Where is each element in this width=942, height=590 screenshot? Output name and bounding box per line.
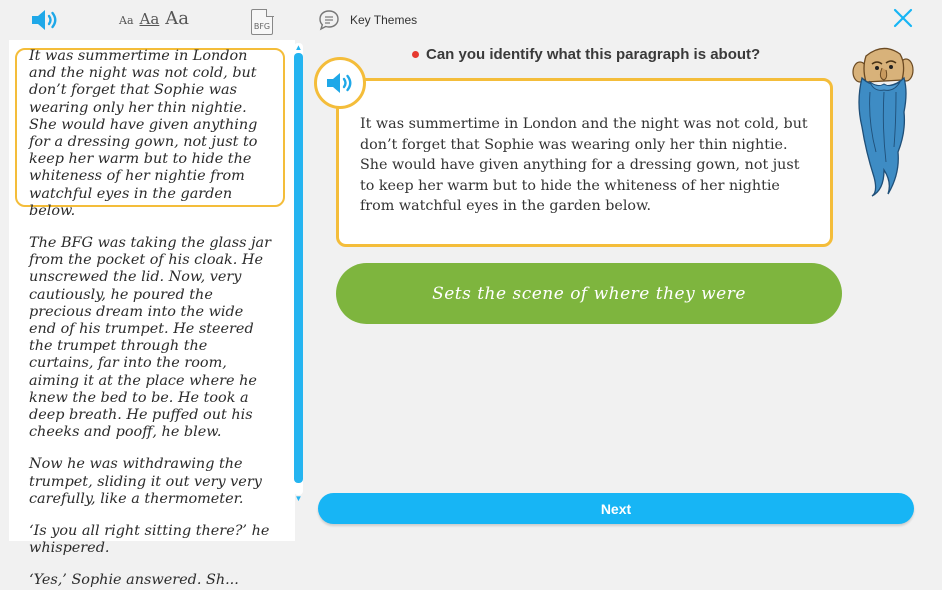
question-status-dot: [412, 51, 419, 58]
passage-audio-button[interactable]: [314, 57, 366, 109]
question-text: Can you identify what this paragraph is about?: [426, 46, 761, 63]
reading-pane: [9, 0, 303, 589]
section-title: Key Themes: [350, 13, 418, 27]
passage-text: It was summertime in London and the night was not cold, but don’t forget that Sophie was wearing only her thin nightie. She would have given anything for a dressing gown, not just to keep her warm but to hide the whiteness of her nightie from watchful eyes in the garden below.: [360, 116, 808, 215]
font-size-small-button[interactable]: Aa: [119, 14, 134, 27]
section-header: [318, 9, 417, 31]
reading-toolbar: [9, 0, 295, 40]
next-button[interactable]: Next: [318, 493, 914, 524]
reading-text: [9, 40, 285, 589]
chat-bubble-icon: [318, 9, 340, 31]
reading-paragraph[interactable]: The BFG was taking the glass jar from the pocket of his cloak. He unscrewed the lid. Now, very cautiously, he poured the precious dream into the wide end of his trumpet. He steered the trumpet through the curtains, far into the room, aiming it at the place where he knew the bed to be. He took a deep breath. He puffed out his cheeks and pooff, he blew.: [29, 235, 271, 441]
answer-option-button[interactable]: Sets the scene of where they were: [336, 263, 842, 324]
scroll-down-arrow-icon[interactable]: ▼: [294, 494, 303, 503]
reading-paragraph[interactable]: ‘Is you all right sitting there?’ he whispered.: [29, 523, 270, 557]
passage-card: [336, 78, 833, 247]
reading-paragraph[interactable]: ‘Yes,’ Sophie answered. Sh...: [29, 572, 239, 589]
speaker-icon[interactable]: [30, 8, 60, 32]
book-label: BFG: [253, 22, 271, 31]
question-prompt: [412, 46, 760, 63]
reading-paragraph[interactable]: It was summertime in London and the night was not cold, but don’t forget that Sophie was wearing only her thin nightie. She would have given anything for a dressing gown, not just to keep her warm but to hide the whiteness of her nightie from watchful eyes in the garden below.: [29, 48, 258, 219]
font-size-selector: [119, 8, 189, 29]
font-size-medium-button[interactable]: Aa: [139, 10, 160, 28]
close-icon[interactable]: [893, 8, 913, 28]
book-icon[interactable]: [251, 9, 273, 35]
reading-paragraph[interactable]: Now he was withdrawing the trumpet, sliding it out very very carefully, like a thermometer.: [29, 456, 262, 507]
font-size-large-button[interactable]: Aa: [165, 8, 190, 29]
scroll-up-arrow-icon[interactable]: ▲: [294, 43, 303, 52]
scrollbar-thumb[interactable]: [294, 53, 303, 483]
speaker-icon[interactable]: [324, 71, 356, 95]
bfg-character-illustration: [848, 42, 918, 198]
scrollbar[interactable]: [294, 43, 303, 503]
